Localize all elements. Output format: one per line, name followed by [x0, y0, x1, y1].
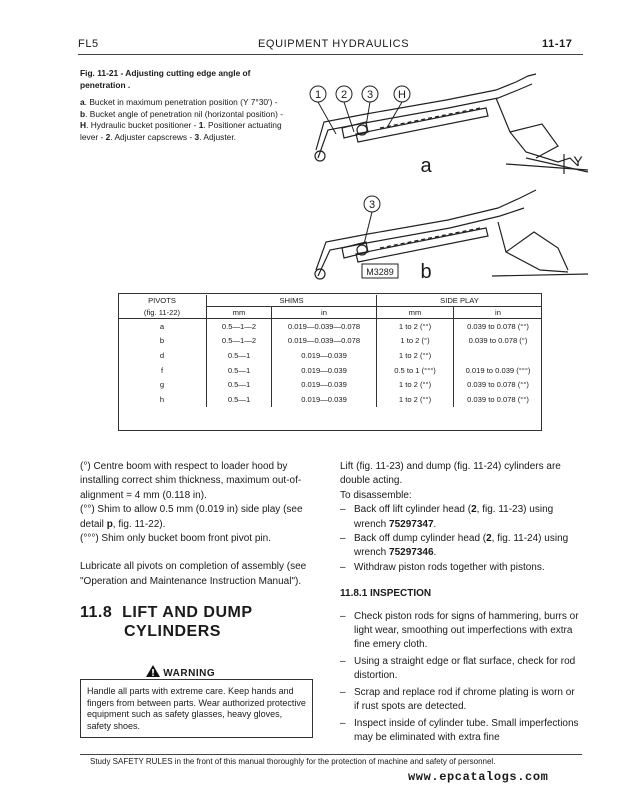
note-3: (°°°) Shim only bucket boom front pivot pin. [80, 533, 271, 545]
th-in: in [272, 307, 377, 319]
model-code: FL5 [78, 38, 99, 50]
warning-label: WARNING [140, 665, 221, 679]
figure-title: Fig. 11-21 - Adjusting cutting edge angle of penetration . [80, 68, 251, 90]
cell-shim-in: 0.019—0.039 [272, 363, 377, 378]
cell-play-mm: 1 to 2 (°°) [377, 319, 454, 334]
cell-play-in: 0.039 to 0.078 (°°) [454, 377, 543, 392]
cell-play-mm: 1 to 2 (°) [377, 334, 454, 349]
callout-3b: 3 [368, 199, 376, 211]
caption-text: . Adjuster capscrews - [110, 131, 195, 142]
step-item: – Back off dump cylinder head (2, fig. 11-24) using wrench 75297346. [340, 533, 569, 559]
cell-play-in: 0.019 to 0.039 (°°°) [454, 363, 543, 378]
subsection-heading: 11.8.1 INSPECTION [340, 588, 432, 600]
cell-play-mm: 1 to 2 (°°) [377, 377, 454, 392]
cell-shim-in: 0.019—0.039—0.078 [272, 319, 377, 334]
callout-h: H [398, 89, 406, 101]
table-row [118, 363, 542, 378]
inspection-item: – Check piston rods for signs of hammering, burrs or light wear, smoothing out imperfections with extra fine emery cloth. [340, 610, 579, 651]
boom-arm-b [316, 190, 536, 270]
cell-pivot: f [160, 365, 164, 375]
cell-pivot: h [159, 394, 165, 404]
cell-shim-in: 0.019—0.039 [272, 392, 377, 407]
left-column [80, 460, 316, 641]
warning-icon [146, 665, 160, 677]
page-number: 11-17 [542, 38, 573, 50]
shims-table [118, 295, 542, 407]
caption-ref: a [80, 97, 85, 108]
callout-2: 2 [340, 89, 348, 101]
inspection-item: – Inspect inside of cylinder tube. Small imperfections may be eliminated with extra fine [340, 717, 579, 743]
note-2: (°°) Shim to allow 0.5 mm (0.019 in) side play (see detail p, fig. 11-22). [80, 504, 303, 530]
cell-shim-mm: 0.5—1—2 [207, 334, 272, 349]
drawing-code: M3289 [366, 267, 394, 277]
figure-caption [80, 68, 285, 144]
footer-rule [80, 754, 582, 755]
view-label-a: a [420, 155, 432, 177]
note-1: (°) Centre boom with respect to loader hood by installing correct shim thickness, maximum out-of-alignment = 4 mm (0.118 in). [80, 461, 302, 501]
inspection-item: – Scrap and replace rod if chrome plating is worn or if rust spots are detected. [340, 686, 575, 713]
disassembly-steps [340, 503, 580, 575]
caption-ref: b [80, 108, 86, 119]
cell-shim-in: 0.019—0.039 [272, 377, 377, 392]
cell-play-in: 0.039 to 0.078 (°°) [454, 392, 543, 407]
th-pivots: PIVOTS [148, 296, 176, 306]
view-label-b: b [420, 261, 432, 282]
safety-note: Study SAFETY RULES in the front of this manual thoroughly for the protection of machine and safety of personnel. [90, 757, 496, 766]
table-row [118, 334, 542, 349]
section-header: EQUIPMENT HYDRAULICS [258, 38, 410, 50]
caption-ref: 3 [194, 131, 200, 142]
website-link[interactable]: www.epcatalogs.com [408, 770, 549, 784]
table-row [118, 319, 542, 334]
cell-play-mm: 0.5 to 1 (°°°) [377, 363, 454, 378]
inspection-item: – Using a straight edge or flat surface, check for rod distortion. [340, 655, 576, 682]
callout-1: 1 [314, 89, 322, 101]
cell-shim-in: 0.019—0.039—0.078 [272, 334, 377, 349]
cell-play-mm: 1 to 2 (°°) [377, 348, 454, 363]
th-in2: in [454, 307, 543, 319]
cell-pivot: b [159, 336, 165, 346]
caption-text: . Hydraulic bucket positioner - [86, 120, 199, 131]
bucket-adjustment-figure [296, 62, 596, 282]
th-mm2: mm [377, 307, 454, 319]
caption-text: . Positioner actuating lever - [80, 120, 282, 142]
caption-ref: 1 [198, 120, 204, 131]
caption-text: . Adjuster. [199, 131, 236, 142]
header-rule [78, 54, 583, 55]
figure-legend [80, 97, 285, 143]
th-side-play: SIDE PLAY [377, 295, 543, 307]
cell-shim-in: 0.019—0.039 [272, 348, 377, 363]
cell-shim-mm: 0.5—1 [207, 377, 272, 392]
warning-text: Handle all parts with extreme care. Keep hands and fingers from between parts. Wear authorized protective equipment such as safety glasses, heavy gloves, safety shoes. [87, 686, 306, 731]
step-item: – Back off lift cylinder head (2, fig. 11-23) using wrench 75297347. [340, 504, 554, 530]
cell-pivot: d [159, 350, 165, 360]
cell-pivot: g [159, 380, 165, 390]
cell-shim-mm: 0.5—1 [207, 348, 272, 363]
cell-shim-mm: 0.5—1 [207, 392, 272, 407]
disassemble-label: To disassemble: [340, 489, 412, 501]
caption-text: . Bucket in maximum penetration position (Y 7°30') - [84, 97, 278, 108]
lubricate-note: Lubricate all pivots on completion of assembly (see "Operation and Maintenance Instruction Manual"). [80, 561, 307, 587]
cell-pivot: a [118, 319, 207, 334]
cell-play-in [454, 348, 543, 363]
step-item: – Withdraw piston rods together with pistons. [340, 561, 545, 573]
callout-3: 3 [366, 89, 374, 101]
th-fig: (fig. 11-22) [143, 307, 181, 317]
right-column [340, 460, 580, 747]
table-row [118, 348, 542, 363]
caption-ref: H [80, 120, 87, 131]
th-shims: SHIMS [207, 295, 377, 307]
section-heading: 11.8 LIFT AND DUMP CYLINDERS [80, 604, 253, 641]
cell-shim-mm: 0.5—1 [207, 363, 272, 378]
intro-text: Lift (fig. 11-23) and dump (fig. 11-24) cylinders are double acting. [340, 461, 561, 487]
cell-play-in: 0.039 to 0.078 (°°) [454, 319, 543, 334]
cell-play-mm: 1 to 2 (°°) [377, 392, 454, 407]
cell-play-in: 0.039 to 0.078 (°) [454, 334, 543, 349]
bucket-a [496, 98, 578, 166]
caption-ref: 2 [105, 131, 111, 142]
table-row [118, 377, 542, 392]
inspection-list [340, 610, 580, 746]
angle-label: Y [573, 153, 583, 169]
caption-text: . Bucket angle of penetration nil (horizontal position) - [85, 108, 283, 119]
th-mm: mm [207, 307, 272, 319]
cell-shim-mm: 0.5—1—2 [207, 319, 272, 334]
warning-box [80, 679, 313, 738]
table-row [118, 392, 542, 407]
